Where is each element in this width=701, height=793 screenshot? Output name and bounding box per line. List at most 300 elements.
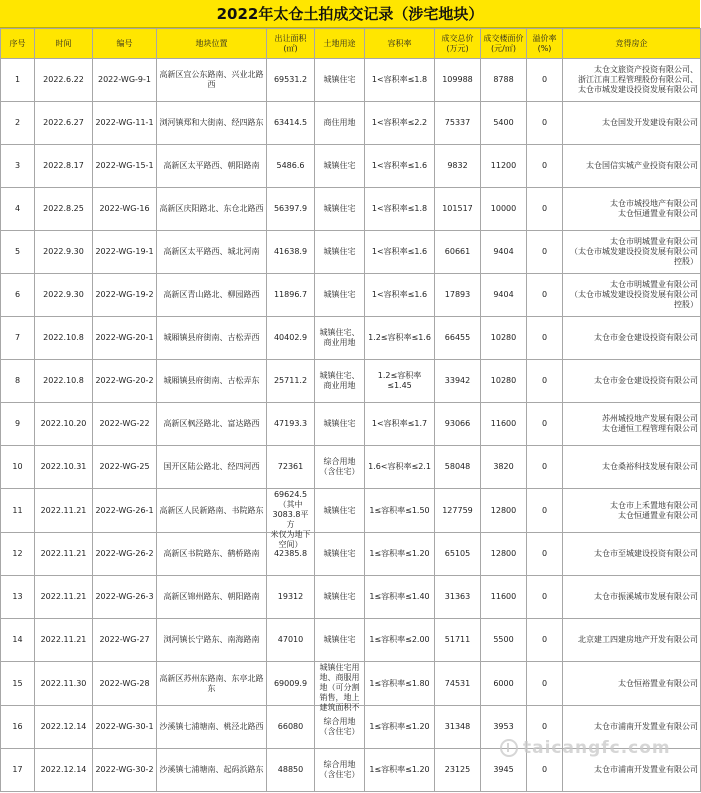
column-header: 竞得房企: [563, 29, 701, 59]
cell-far-text: 1<容积率≤1.6: [371, 290, 428, 299]
cell-premium-text: 0: [541, 765, 548, 774]
cell-premium-text: 0: [541, 722, 548, 731]
table-row: [1, 489, 701, 533]
cell-price: [481, 706, 527, 749]
cell-total: [435, 662, 481, 706]
cell-company-text: 太仓市上禾置地有限公司 太仓恒通置业有限公司: [610, 500, 698, 520]
cell-company-text: 北京建工四建房地产开发有限公司: [578, 635, 698, 644]
cell-use: [315, 619, 365, 662]
cell-premium: [527, 145, 563, 188]
watermark-text: taicangfc.com: [523, 738, 671, 758]
cell-area-text: 66080: [277, 722, 304, 731]
cell-code: [93, 188, 157, 231]
cell-total-text: 65105: [444, 549, 471, 558]
cell-price: [481, 274, 527, 317]
cell-serial-text: 2: [14, 118, 21, 127]
cell-use-text: 城镇住宅: [323, 635, 356, 644]
cell-serial-text: 15: [12, 678, 23, 688]
cell-price-text: 6000: [493, 678, 514, 688]
cell-premium: [527, 403, 563, 446]
cell-serial-text: 16: [12, 722, 23, 731]
cell-price-text: 10000: [490, 204, 517, 213]
cell-company: [563, 360, 701, 403]
cell-premium-text: 0: [541, 204, 548, 213]
cell-area-text: 48850: [277, 765, 304, 774]
cell-code: [93, 749, 157, 792]
cell-code-text: 2022-WG-9-1: [98, 75, 151, 84]
cell-price: [481, 749, 527, 792]
cell-area-text: 47193.3: [273, 419, 308, 428]
cell-far-text: 1≤容积率≤1.20: [369, 549, 430, 558]
cell-date-text: 2022.10.8: [43, 333, 84, 342]
cell-premium: [527, 446, 563, 489]
cell-area-text: 40402.9: [273, 333, 308, 342]
cell-code: [93, 489, 157, 533]
cell-code: [93, 662, 157, 706]
cell-location-text: 城厢镇县府街南、古松弄东: [163, 376, 260, 385]
cell-company-text: 太仓市浦南开发置业有限公司: [594, 722, 698, 731]
cell-area: [267, 619, 315, 662]
cell-location-text: 高新区宜公东路南、兴业北路西: [159, 70, 264, 89]
cell-date: [35, 749, 93, 792]
cell-premium-text: 0: [541, 419, 548, 428]
cell-far-text: 1≤容积率≤1.80: [369, 678, 430, 688]
cell-premium-text: 0: [541, 333, 548, 342]
cell-company: [563, 662, 701, 706]
cell-use-text: 城镇住宅用 地、商服用 地（可分割 销售，地上 建筑面积不: [319, 663, 360, 712]
cell-date: [35, 360, 93, 403]
cell-premium: [527, 749, 563, 792]
cell-serial: [1, 188, 35, 231]
cell-serial-text: 6: [14, 290, 21, 299]
cell-use: [315, 145, 365, 188]
cell-far-text: 1<容积率≤1.8: [371, 204, 428, 213]
cell-total: [435, 317, 481, 360]
cell-area: [267, 145, 315, 188]
cell-serial-text: 10: [12, 462, 23, 471]
cell-far-text: 1<容积率≤2.2: [371, 118, 428, 127]
cell-total-text: 93066: [444, 419, 471, 428]
cell-code: [93, 231, 157, 274]
cell-area-text: 69009.9: [273, 678, 308, 688]
column-header: 序号: [1, 29, 35, 59]
cell-date: [35, 489, 93, 533]
cell-price: [481, 533, 527, 576]
cell-use: [315, 533, 365, 576]
cell-use: [315, 662, 365, 712]
cell-total-text: 127759: [442, 505, 473, 515]
table-row: [1, 576, 701, 619]
cell-total-text: 31348: [444, 722, 471, 731]
cell-area: [267, 274, 315, 317]
table-row: [1, 145, 701, 188]
cell-premium: [527, 317, 563, 360]
cell-far: [365, 576, 435, 619]
cell-location: [157, 59, 267, 102]
cell-total-text: 109988: [442, 75, 473, 84]
cell-far: [365, 749, 435, 792]
cell-company-text: 太仓市明城置业有限公司 （太仓市城发建设投资发展有限公司控股）: [570, 280, 698, 309]
cell-premium: [527, 360, 563, 403]
cell-price: [481, 188, 527, 231]
cell-total-text: 51711: [444, 635, 471, 644]
cell-total: [435, 489, 481, 533]
cell-serial: [1, 749, 35, 792]
cell-area: [267, 446, 315, 489]
cell-location-text: 浏河镇郑和大街南、经四路东: [159, 118, 264, 127]
cell-company: [563, 576, 701, 619]
cell-date: [35, 662, 93, 706]
cell-company-text: 太仓市明城置业有限公司 （太仓市城发建设投资发展有限公司控股）: [570, 237, 698, 266]
cell-serial-text: 1: [14, 75, 21, 84]
cell-serial-text: 3: [14, 161, 21, 170]
cell-code-text: 2022-WG-11-1: [95, 118, 154, 127]
cell-price: [481, 317, 527, 360]
cell-far-text: 1≤容积率≤1.40: [369, 592, 430, 601]
cell-price: [481, 102, 527, 145]
cell-location-text: 高新区庆阳路北、东仓北路西: [159, 204, 264, 213]
cell-premium: [527, 59, 563, 102]
cell-location: [157, 231, 267, 274]
cell-code-text: 2022-WG-26-2: [95, 549, 154, 558]
cell-premium: [527, 231, 563, 274]
cell-date: [35, 102, 93, 145]
cell-serial: [1, 274, 35, 317]
cell-company: [563, 446, 701, 489]
cell-code-text: 2022-WG-25: [99, 462, 150, 471]
cell-location-text: 国开区陆公路北、经四河西: [163, 462, 260, 471]
cell-premium: [527, 619, 563, 662]
column-header: 土地用途: [315, 29, 365, 59]
cell-location-text: 高新区苏州东路南、东亭北路东: [159, 673, 264, 693]
cell-code: [93, 533, 157, 576]
cell-area-text: 5486.6: [276, 161, 305, 170]
cell-code-text: 2022-WG-19-1: [95, 247, 154, 256]
cell-total: [435, 446, 481, 489]
cell-price: [481, 403, 527, 446]
cell-company: [563, 317, 701, 360]
cell-serial-text: 14: [12, 635, 23, 644]
cell-use: [315, 102, 365, 145]
cell-location: [157, 749, 267, 792]
cell-far: [365, 489, 435, 533]
cell-company: [563, 188, 701, 231]
cell-code-text: 2022-WG-28: [99, 678, 150, 688]
cell-company: [563, 533, 701, 576]
cell-use: [315, 403, 365, 446]
cell-far: [365, 360, 435, 403]
cell-code: [93, 403, 157, 446]
cell-far-text: 1<容积率≤1.7: [371, 419, 428, 428]
table-row: [1, 59, 701, 102]
cell-far-text: 1.2≤容积率≤1.45: [377, 371, 422, 390]
cell-serial-text: 8: [14, 376, 21, 385]
cell-company-text: 太仓文旅资产投资有限公司、 浙江江南工程管理股份有限公司、 太仓市城发建设投资发展有限公司: [578, 65, 698, 94]
cell-code: [93, 446, 157, 489]
cell-area: [267, 59, 315, 102]
cell-location-text: 沙溪镇七浦塘南、桃泾北路西: [159, 722, 264, 731]
cell-code-text: 2022-WG-20-1: [95, 333, 154, 342]
cell-use-text: 城镇住宅、 商业用地: [319, 371, 360, 390]
cell-company: [563, 619, 701, 662]
cell-serial: [1, 706, 35, 749]
cell-use-text: 城镇住宅、 商业用地: [319, 328, 360, 347]
table-row: [1, 446, 701, 489]
cell-far: [365, 317, 435, 360]
cell-area-text: 11896.7: [273, 290, 308, 299]
cell-location-text: 城厢镇县府街南、古松弄西: [163, 333, 260, 342]
cell-use: [315, 188, 365, 231]
cell-area-text: 63414.5: [273, 118, 308, 127]
table-row: [1, 533, 701, 576]
table-row: [1, 102, 701, 145]
cell-company-text: 太仓市浦南开发置业有限公司: [594, 765, 698, 774]
cell-far-text: 1<容积率≤1.8: [371, 75, 428, 84]
cell-premium-text: 0: [541, 290, 548, 299]
cell-date-text: 2022.10.20: [40, 419, 87, 428]
cell-use-text: 城镇住宅: [323, 419, 356, 428]
cell-use-text: 城镇住宅: [323, 161, 356, 170]
cell-far-text: 1.6<容积率≤2.1: [368, 462, 431, 471]
column-header: 成交总价 (万元): [435, 29, 481, 59]
cell-date: [35, 317, 93, 360]
cell-serial: [1, 145, 35, 188]
cell-serial: [1, 403, 35, 446]
cell-code-text: 2022-WG-22: [99, 419, 150, 428]
cell-code-text: 2022-WG-26-3: [95, 592, 154, 601]
cell-far: [365, 59, 435, 102]
cell-use-text: 城镇住宅: [323, 549, 356, 558]
cell-serial: [1, 317, 35, 360]
cell-price-text: 9404: [493, 247, 514, 256]
cell-code-text: 2022-WG-26-1: [95, 505, 154, 515]
cell-total-text: 101517: [442, 204, 473, 213]
cell-price-text: 11600: [490, 419, 517, 428]
cell-serial-text: 5: [14, 247, 21, 256]
cell-date-text: 2022.6.22: [43, 75, 84, 84]
cell-location: [157, 446, 267, 489]
cell-total-text: 74531: [444, 678, 471, 688]
table-header-row: [1, 29, 701, 59]
cell-total: [435, 706, 481, 749]
cell-premium: [527, 533, 563, 576]
cell-company: [563, 145, 701, 188]
cell-location: [157, 145, 267, 188]
cell-use-text: 综合用地 （含住宅）: [319, 717, 360, 736]
cell-far: [365, 274, 435, 317]
cell-date: [35, 576, 93, 619]
table-row: [1, 662, 701, 706]
cell-price-text: 9404: [493, 290, 514, 299]
cell-use: [315, 446, 365, 489]
cell-company-text: 苏州城投地产发展有限公司 太仓通恒工程管理有限公司: [602, 414, 698, 433]
cell-date-text: 2022.10.8: [43, 376, 84, 385]
cell-company: [563, 59, 701, 102]
cell-code: [93, 576, 157, 619]
cell-far-text: 1<容积率≤1.6: [371, 161, 428, 170]
cell-location: [157, 360, 267, 403]
cell-date-text: 2022.12.14: [40, 765, 87, 774]
cell-date-text: 2022.8.17: [43, 161, 84, 170]
cell-location: [157, 489, 267, 533]
cell-location: [157, 274, 267, 317]
cell-code-text: 2022-WG-15-1: [95, 161, 154, 170]
cell-company-text: 太仓市城投地产有限公司 太仓恒通置业有限公司: [610, 199, 698, 218]
cell-total: [435, 619, 481, 662]
cell-price-text: 3953: [493, 722, 514, 731]
cell-total: [435, 749, 481, 792]
cell-date-text: 2022.8.25: [43, 204, 84, 213]
cell-price: [481, 59, 527, 102]
cell-use: [315, 360, 365, 403]
cell-area: [267, 317, 315, 360]
cell-location: [157, 533, 267, 576]
cell-area: [267, 360, 315, 403]
cell-location-text: 沙溪镇七浦塘南、起码浜路东: [159, 765, 264, 774]
cell-premium: [527, 188, 563, 231]
cell-premium: [527, 706, 563, 749]
cell-use-text: 城镇住宅: [323, 75, 356, 84]
cell-premium: [527, 274, 563, 317]
cell-location-text: 高新区人民新路南、书院路东: [159, 505, 264, 515]
cell-date: [35, 446, 93, 489]
cell-date-text: 2022.11.30: [40, 678, 87, 688]
cell-code: [93, 274, 157, 317]
cell-date-text: 2022.9.30: [43, 247, 84, 256]
cell-serial-text: 17: [12, 765, 23, 774]
cell-area-text: 25711.2: [273, 376, 308, 385]
cell-location: [157, 188, 267, 231]
cell-price-text: 5500: [493, 635, 514, 644]
cell-price-text: 12800: [490, 505, 517, 515]
cell-area: [267, 188, 315, 231]
cell-price-text: 11600: [490, 592, 517, 601]
cell-serial-text: 13: [12, 592, 23, 601]
cell-premium-text: 0: [541, 75, 548, 84]
cell-location: [157, 619, 267, 662]
cell-premium-text: 0: [541, 462, 548, 471]
cell-far-text: 1≤容积率≤1.20: [369, 722, 430, 731]
cell-date: [35, 403, 93, 446]
cell-use-text: 城镇住宅: [323, 505, 356, 515]
cell-price-text: 10280: [490, 376, 517, 385]
cell-premium-text: 0: [541, 635, 548, 644]
table-row: [1, 317, 701, 360]
cell-date-text: 2022.11.21: [40, 635, 87, 644]
cell-premium-text: 0: [541, 247, 548, 256]
cell-location: [157, 317, 267, 360]
table-row: [1, 360, 701, 403]
cell-premium-text: 0: [541, 505, 548, 515]
cell-total: [435, 274, 481, 317]
cell-company-text: 太仓市金仓建设投资有限公司: [594, 376, 698, 385]
cell-location-text: 高新区太平路西、朝阳路南: [163, 161, 260, 170]
cell-company-text: 太仓桑裕科技发展有限公司: [602, 462, 698, 471]
cell-serial: [1, 231, 35, 274]
cell-date-text: 2022.6.27: [43, 118, 84, 127]
cell-serial-text: 11: [12, 505, 23, 515]
cell-location: [157, 662, 267, 706]
table-row: [1, 403, 701, 446]
cell-date-text: 2022.12.14: [40, 722, 87, 731]
cell-far: [365, 619, 435, 662]
cell-date: [35, 533, 93, 576]
cell-far-text: 1<容积率≤1.6: [371, 247, 428, 256]
cell-code-text: 2022-WG-30-1: [95, 722, 154, 731]
column-header: 出让面积 (㎡): [267, 29, 315, 59]
column-header: 溢价率 (%): [527, 29, 563, 59]
cell-company-text: 太仓市振溪城市发展有限公司: [594, 592, 698, 601]
cell-use-text: 综合用地 （含住宅）: [319, 457, 360, 476]
cell-price: [481, 662, 527, 706]
cell-company: [563, 102, 701, 145]
cell-total-text: 58048: [444, 462, 471, 471]
cell-premium-text: 0: [541, 118, 548, 127]
column-header: 时间: [35, 29, 93, 59]
cell-date-text: 2022.11.21: [40, 505, 87, 515]
cell-far-text: 1≤容积率≤1.50: [369, 505, 430, 515]
cell-use: [315, 59, 365, 102]
cell-use-text: 商住用地: [323, 118, 356, 127]
cell-serial-text: 4: [14, 204, 21, 213]
cell-serial: [1, 59, 35, 102]
cell-company: [563, 274, 701, 317]
cell-area: [267, 576, 315, 619]
table-row: [1, 274, 701, 317]
cell-use: [315, 576, 365, 619]
cell-date-text: 2022.11.21: [40, 592, 87, 601]
cell-company: [563, 489, 701, 533]
cell-code: [93, 102, 157, 145]
cell-premium-text: 0: [541, 161, 548, 170]
cell-total-text: 66455: [444, 333, 471, 342]
cell-price-text: 3820: [493, 462, 514, 471]
column-header: 成交楼面价 (元/㎡): [481, 29, 527, 59]
cell-total-text: 75337: [444, 118, 471, 127]
cell-price-text: 3945: [493, 765, 514, 774]
cell-area: [267, 706, 315, 749]
cell-company: [563, 231, 701, 274]
table-row: [1, 749, 701, 792]
cell-far: [365, 706, 435, 749]
cell-far: [365, 403, 435, 446]
cell-premium: [527, 576, 563, 619]
cell-far: [365, 533, 435, 576]
cell-location-text: 高新区锦州路东、朝阳路南: [163, 592, 260, 601]
cell-use-text: 城镇住宅: [323, 204, 356, 213]
column-header: 地块位置: [157, 29, 267, 59]
cell-total-text: 33942: [444, 376, 471, 385]
cell-total-text: 17893: [444, 290, 471, 299]
cell-use: [315, 489, 365, 533]
cell-far-text: 1.2≤容积率≤1.6: [368, 333, 431, 342]
cell-code: [93, 619, 157, 662]
cell-code-text: 2022-WG-16: [99, 204, 150, 213]
cell-use: [315, 749, 365, 792]
cell-area: [267, 749, 315, 792]
cell-code: [93, 706, 157, 749]
cell-use: [315, 274, 365, 317]
cell-area-text: 56397.9: [273, 204, 308, 213]
cell-date-text: 2022.11.21: [40, 549, 87, 558]
cell-price: [481, 489, 527, 533]
cell-use-text: 城镇住宅: [323, 247, 356, 256]
cell-code-text: 2022-WG-27: [99, 635, 150, 644]
cell-far: [365, 145, 435, 188]
cell-serial-text: 7: [14, 333, 21, 342]
cell-area-text: 42385.8: [273, 549, 308, 558]
cell-date-text: 2022.9.30: [43, 290, 84, 299]
